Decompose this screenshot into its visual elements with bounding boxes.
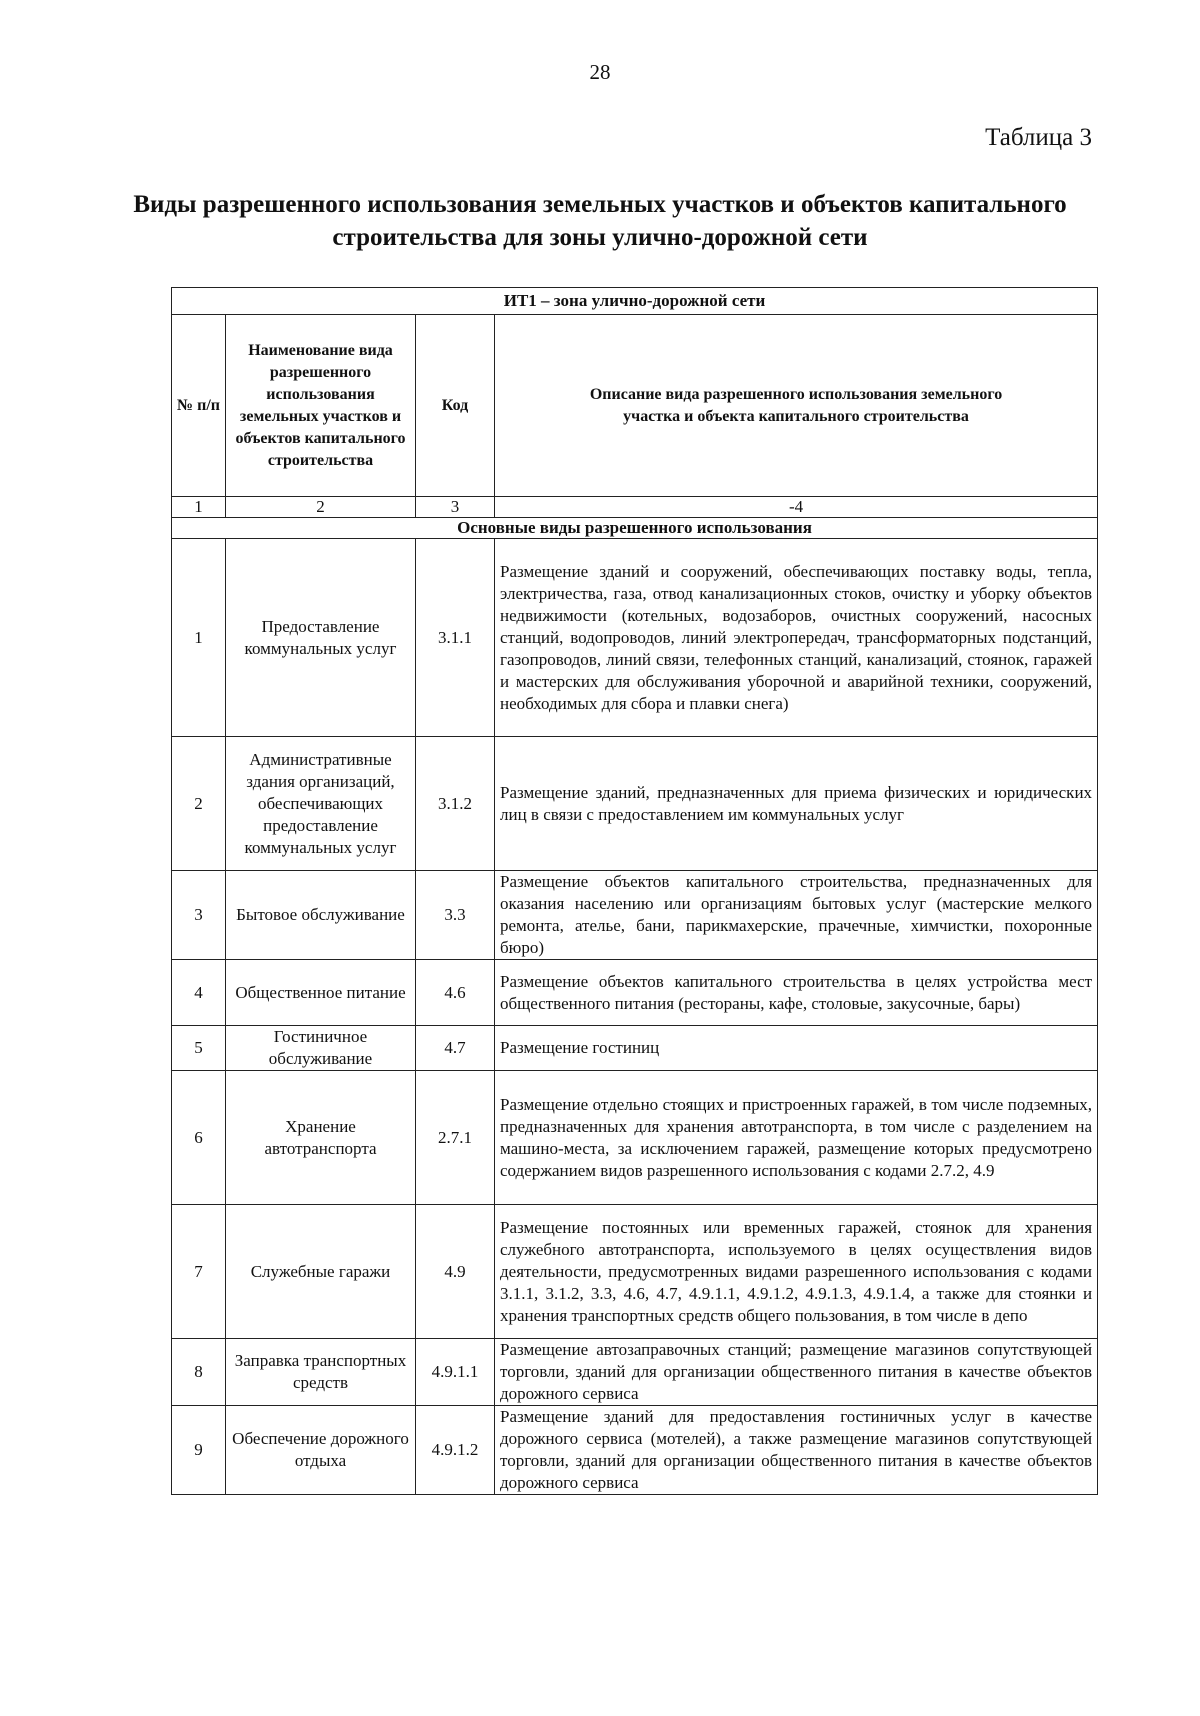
row-description: Размещение гостиниц: [495, 1026, 1098, 1071]
section-title: Основные виды разрешенного использования: [172, 518, 1098, 539]
row-number: 7: [172, 1205, 226, 1339]
row-number: 5: [172, 1026, 226, 1071]
row-description: Размещение зданий для предоставления гостиничных услуг в качестве дорожного сервиса (мотелей), а также размещение магазинов сопутствующей торговли, зданий для организации общественного питания в качестве объектов дорожного сервиса: [495, 1406, 1098, 1495]
row-code: 2.7.1: [416, 1071, 495, 1205]
row-use-name: Заправка транспортных средств: [226, 1339, 416, 1406]
row-code: 3.3: [416, 871, 495, 960]
table-row: [172, 960, 1098, 1026]
column-index-4: -4: [495, 497, 1098, 518]
row-number: 3: [172, 871, 226, 960]
row-code: 4.6: [416, 960, 495, 1026]
column-index-2: 2: [226, 497, 416, 518]
column-index-1: 1: [172, 497, 226, 518]
row-code: 4.9.1.2: [416, 1406, 495, 1495]
row-code: 3.1.1: [416, 539, 495, 737]
row-number: 8: [172, 1339, 226, 1406]
row-use-name: Обеспечение дорожного отдыха: [226, 1406, 416, 1495]
row-number: 4: [172, 960, 226, 1026]
row-description: Размещение автозаправочных станций; размещение магазинов сопутствующей торговли, зданий для организации общественного питания в качестве объектов дорожного сервиса: [495, 1339, 1098, 1406]
row-use-name: Административные здания организаций, обеспечивающих предоставление коммунальных услуг: [226, 737, 416, 871]
row-number: 1: [172, 539, 226, 737]
table-row: [172, 1071, 1098, 1205]
document-title: Виды разрешенного использования земельных участков и объектов капитального строительства для зоны улично-дорожной сети: [133, 191, 1067, 251]
row-use-name: Общественное питание: [226, 960, 416, 1026]
table-row: [172, 1026, 1098, 1071]
row-description: Размещение зданий и сооружений, обеспечивающих поставку воды, тепла, электричества, газа, отвод канализационных стоков, очистку и уборку объектов недвижимости (котельных, водозаборов, очистных сооружений, насосных станций, водопроводов, линий электропередач, трансформаторных подстанций, газопроводов, линий связи, телефонных станций, канализаций, стоянок, гаражей и мастерских для обслуживания уборочной и аварийной техники, сооружений, необходимых для сбора и плавки снега): [495, 539, 1098, 737]
column-header-description: Описание вида разрешенного использования земельного участка и объекта капитального строительства: [495, 315, 1098, 497]
table-row: [172, 1339, 1098, 1406]
zone-header-row: [172, 288, 1098, 315]
row-description: Размещение объектов капитального строительства в целях устройства мест общественного питания (рестораны, кафе, столовые, закусочные, бары): [495, 960, 1098, 1026]
row-description: Размещение объектов капитального строительства, предназначенных для оказания населению или организациям бытовых услуг (мастерские мелкого ремонта, ателье, бани, парикмахерские, прачечные, химчистки, похоронные бюро): [495, 871, 1098, 960]
section-row: [172, 518, 1098, 539]
row-number: 6: [172, 1071, 226, 1205]
row-code: 4.9.1.1: [416, 1339, 495, 1406]
column-header-name: Наименование вида разрешенного использования земельных участков и объектов капитального строительства: [226, 315, 416, 497]
row-description: Размещение постоянных или временных гаражей, стоянок для хранения служебного автотранспорта, используемого в целях осуществления видов деятельности, предусмотренных видами разрешенного использования с кодами 3.1.1, 3.1.2, 3.3, 4.6, 4.7, 4.9.1.1, 4.9.1.2, 4.9.1.3, 4.9.1.4, а также для стоянки и хранения транспортных средств общего пользования, в том числе в депо: [495, 1205, 1098, 1339]
row-code: 4.9: [416, 1205, 495, 1339]
row-use-name: Гостиничное обслуживание: [226, 1026, 416, 1071]
table-row: [172, 871, 1098, 960]
row-number: 2: [172, 737, 226, 871]
column-index-3: 3: [416, 497, 495, 518]
row-description: Размещение зданий, предназначенных для приема физических и юридических лиц в связи с предоставлением им коммунальных услуг: [495, 737, 1098, 871]
row-number: 9: [172, 1406, 226, 1495]
column-header-num: № п/п: [172, 315, 226, 497]
table-label: Таблица 3: [985, 124, 1092, 151]
zone-header: ИТ1 – зона улично-дорожной сети: [172, 288, 1098, 315]
row-use-name: Хранение автотранспорта: [226, 1071, 416, 1205]
row-code: 4.7: [416, 1026, 495, 1071]
table-row: [172, 1205, 1098, 1339]
page-number: 28: [589, 60, 611, 84]
column-header-row: [172, 315, 1098, 497]
table-row: [172, 539, 1098, 737]
row-use-name: Бытовое обслуживание: [226, 871, 416, 960]
row-description: Размещение отдельно стоящих и пристроенных гаражей, в том числе подземных, предназначенных для хранения автотранспорта, в том числе с разделением на машино-места, за исключением гаражей, размещение которых предусмотрено содержанием видов разрешенного использования с кодами 2.7.2, 4.9: [495, 1071, 1098, 1205]
table-row: [172, 1406, 1098, 1495]
row-use-name: Служебные гаражи: [226, 1205, 416, 1339]
row-use-name: Предоставление коммунальных услуг: [226, 539, 416, 737]
column-header-code: Код: [416, 315, 495, 497]
column-index-row: [172, 497, 1098, 518]
row-code: 3.1.2: [416, 737, 495, 871]
table-row: [172, 737, 1098, 871]
land-use-table: [171, 287, 1098, 1495]
